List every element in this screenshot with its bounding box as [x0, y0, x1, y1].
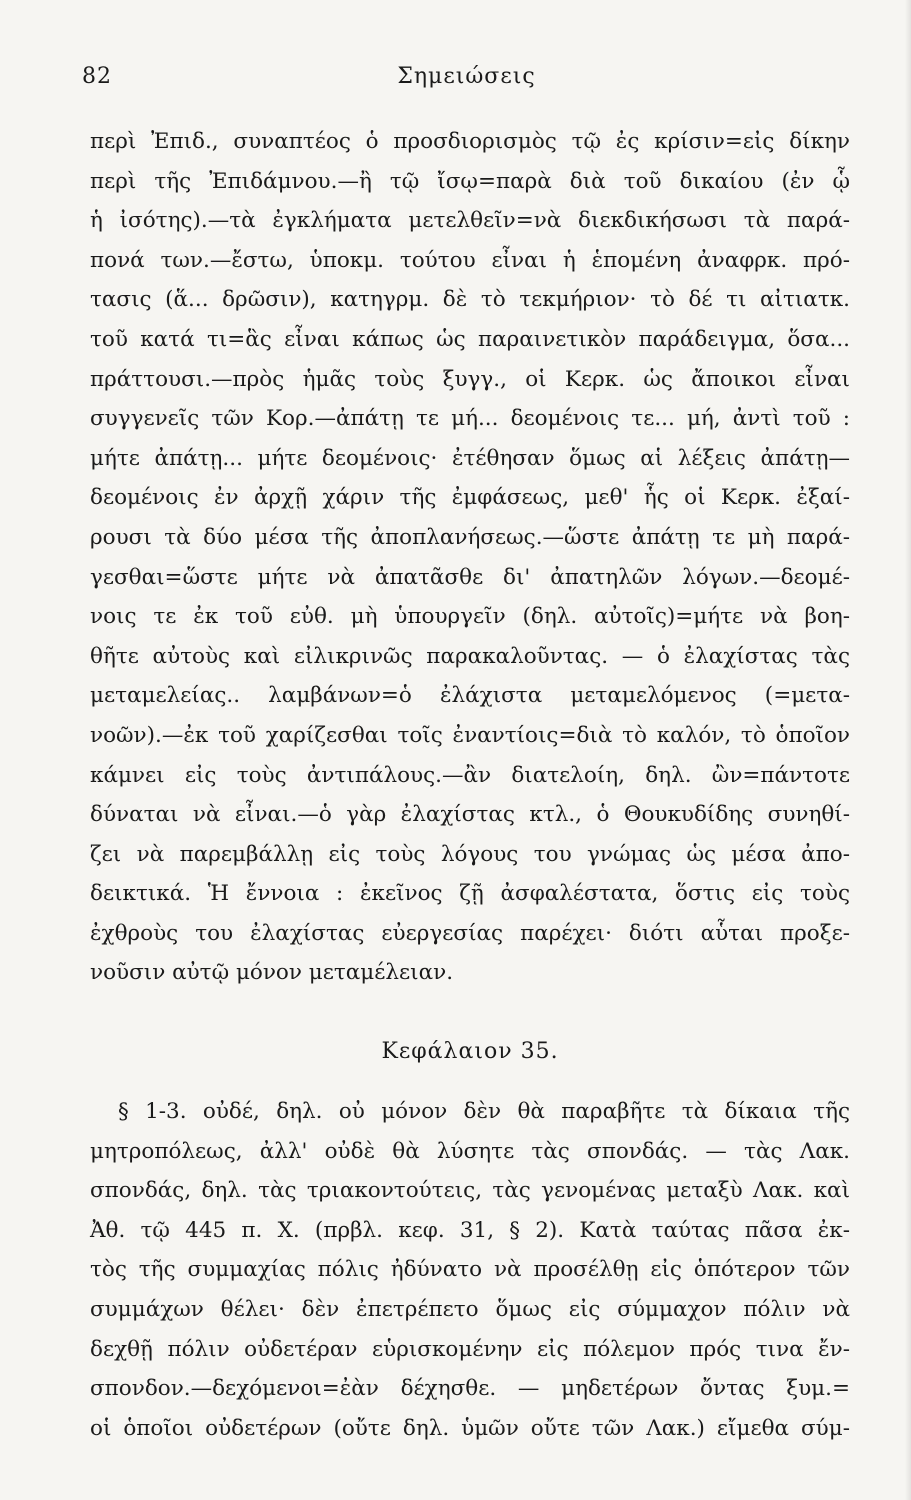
text-line: πονά των.—ἔστω, ὑποκμ. τούτου εἶναι ἡ ἑπομένη ἀναφρκ. πρό-	[90, 247, 850, 273]
chapter-title: Κεφάλαιον 35.	[381, 1039, 559, 1065]
running-head: Σημειώσεις	[397, 64, 536, 89]
text-line: μητροπόλεως, ἀλλ' οὐδὲ θὰ λύσητε τὰς σπονδάς. — τὰς Λακ.	[90, 1138, 850, 1164]
text-line: νοῦσιν αὐτῷ μόνον μεταμέλειαν.	[90, 960, 454, 986]
text-line: πράττουσι.—πρὸς ἡμᾶς τοὺς ξυγγ., οἱ Κερκ. ὡς ἄποικοι εἶναι	[90, 366, 850, 392]
page-edge-shadow	[905, 0, 911, 1500]
text-line: σπονδάς, δηλ. τὰς τριακοντούτεις, τὰς γενομένας μεταξὺ Λακ. καὶ	[90, 1178, 850, 1204]
text-line: μεταμελείας.. λαμβάνων=ὁ ἐλάχιστα μεταμελόμενος (=μετα-	[90, 683, 850, 709]
text-line: ἐχθροὺς του ἐλαχίστας εὐεργεσίας παρέχει· διότι αὗται προξε-	[90, 920, 850, 946]
text-line: περὶ τῆς Ἐπιδάμνου.—ἢ τῷ ἴσῳ=παρὰ διὰ τοῦ δικαίου (ἐν ᾧ	[90, 168, 850, 194]
text-line: σπονδον.—δεχόμενοι=ἐὰν δέχησθε. — μηδετέρων ὄντας ξυμ.=	[90, 1376, 850, 1402]
text-line: ρουσι τὰ δύο μέσα τῆς ἀποπλανήσεως.—ὥστε ἀπάτῃ τε μὴ παρά-	[90, 524, 850, 550]
text-line: γεσθαι=ὥστε μήτε νὰ ἀπατᾶσθε δι' ἀπατηλῶν λόγων.—δεομέ-	[90, 564, 850, 590]
text-line: νοῶν).—ἐκ τοῦ χαρίζεσθαι τοῖς ἐναντίοις=διὰ τὸ καλόν, τὸ ὁποῖον	[90, 722, 850, 748]
text-line: τασις (ἅ... δρῶσιν), κατηγρμ. δὲ τὸ τεκμήριον· τὸ δέ τι αἰτιατκ.	[90, 287, 850, 313]
text-line: Ἀθ. τῷ 445 π. Χ. (πρβλ. κεφ. 31, § 2). Κατὰ ταύτας πᾶσα ἐκ-	[90, 1217, 850, 1243]
text-line: νοις τε ἐκ τοῦ εὐθ. μὴ ὑπουργεῖν (δηλ. αὐτοῖς)=μήτε νὰ βοη-	[90, 604, 850, 630]
text-line: ζει νὰ παρεμβάλλῃ εἰς τοὺς λόγους του γνώμας ὡς μέσα ἀπο-	[90, 841, 850, 867]
text-line: τοῦ κατά τι=ἃς εἶναι κάπως ὡς παραινετικὸν παράδειγμα, ὅσα...	[90, 326, 850, 352]
text-line: κάμνει εἰς τοὺς ἀντιπάλους.—ἂν διατελοίη, δηλ. ὢν=πάντοτε	[90, 762, 850, 788]
paragraph-2	[90, 1092, 850, 1448]
text-line: μήτε ἀπάτῃ... μήτε δεομένοις· ἐτέθησαν ὅμως αἱ λέξεις ἀπάτῃ—	[90, 445, 850, 471]
text-line: δύναται νὰ εἶναι.—ὁ γὰρ ἐλαχίστας κτλ., ὁ Θουκυδίδης συνηθί-	[90, 802, 850, 828]
text-line: περὶ Ἐπιδ., συναπτέος ὁ προσδιορισμὸς τῷ ἐς κρίσιν=εἰς δίκην	[90, 129, 850, 154]
text-line: § 1-3. οὐδέ, δηλ. οὐ μόνον δὲν θὰ παραβῆτε τὰ δίκαια τῆς	[118, 1099, 850, 1125]
text-line: οἱ ὁποῖοι οὐδετέρων (οὔτε δηλ. ὑμῶν οὔτε τῶν Λακ.) εἴμεθα σύμ-	[90, 1415, 850, 1441]
paragraph-1	[90, 122, 850, 993]
text-line: δεχθῇ πόλιν οὐδετέραν εὑρισκομένην εἰς πόλεμον πρός τινα ἔν-	[90, 1336, 850, 1362]
body-text	[90, 122, 850, 1448]
text-line: συγγενεῖς τῶν Κορ.—ἀπάτῃ τε μή... δεομένοις τε... μή, ἀντὶ τοῦ :	[90, 406, 850, 432]
text-line: ἡ ἰσότης).—τὰ ἐγκλήματα μετελθεῖν=νὰ διεκδικήσωσι τὰ παρά-	[90, 208, 850, 234]
text-line: συμμάχων θέλει· δὲν ἐπετρέπετο ὅμως εἰς σύμμαχον πόλιν νὰ	[90, 1297, 850, 1323]
page-header	[82, 64, 851, 104]
text-line: δεικτικά. Ἡ ἔννοια : ἐκεῖνος ζῇ ἀσφαλέστατα, ὅστις εἰς τοὺς	[90, 881, 850, 907]
text-line: τὸς τῆς συμμαχίας πόλις ἠδύνατο νὰ προσέλθῃ εἰς ὁπότερον τῶν	[90, 1257, 850, 1283]
page-number: 82	[82, 64, 112, 89]
text-line: θῆτε αὐτοὺς καὶ εἰλικρινῶς παρακαλοῦντας. — ὁ ἐλαχίστας τὰς	[90, 643, 850, 669]
text-line: δεομένοις ἐν ἀρχῇ χάριν τῆς ἐμφάσεως, μεθ' ἧς οἱ Κερκ. ἐξαί-	[90, 485, 850, 511]
